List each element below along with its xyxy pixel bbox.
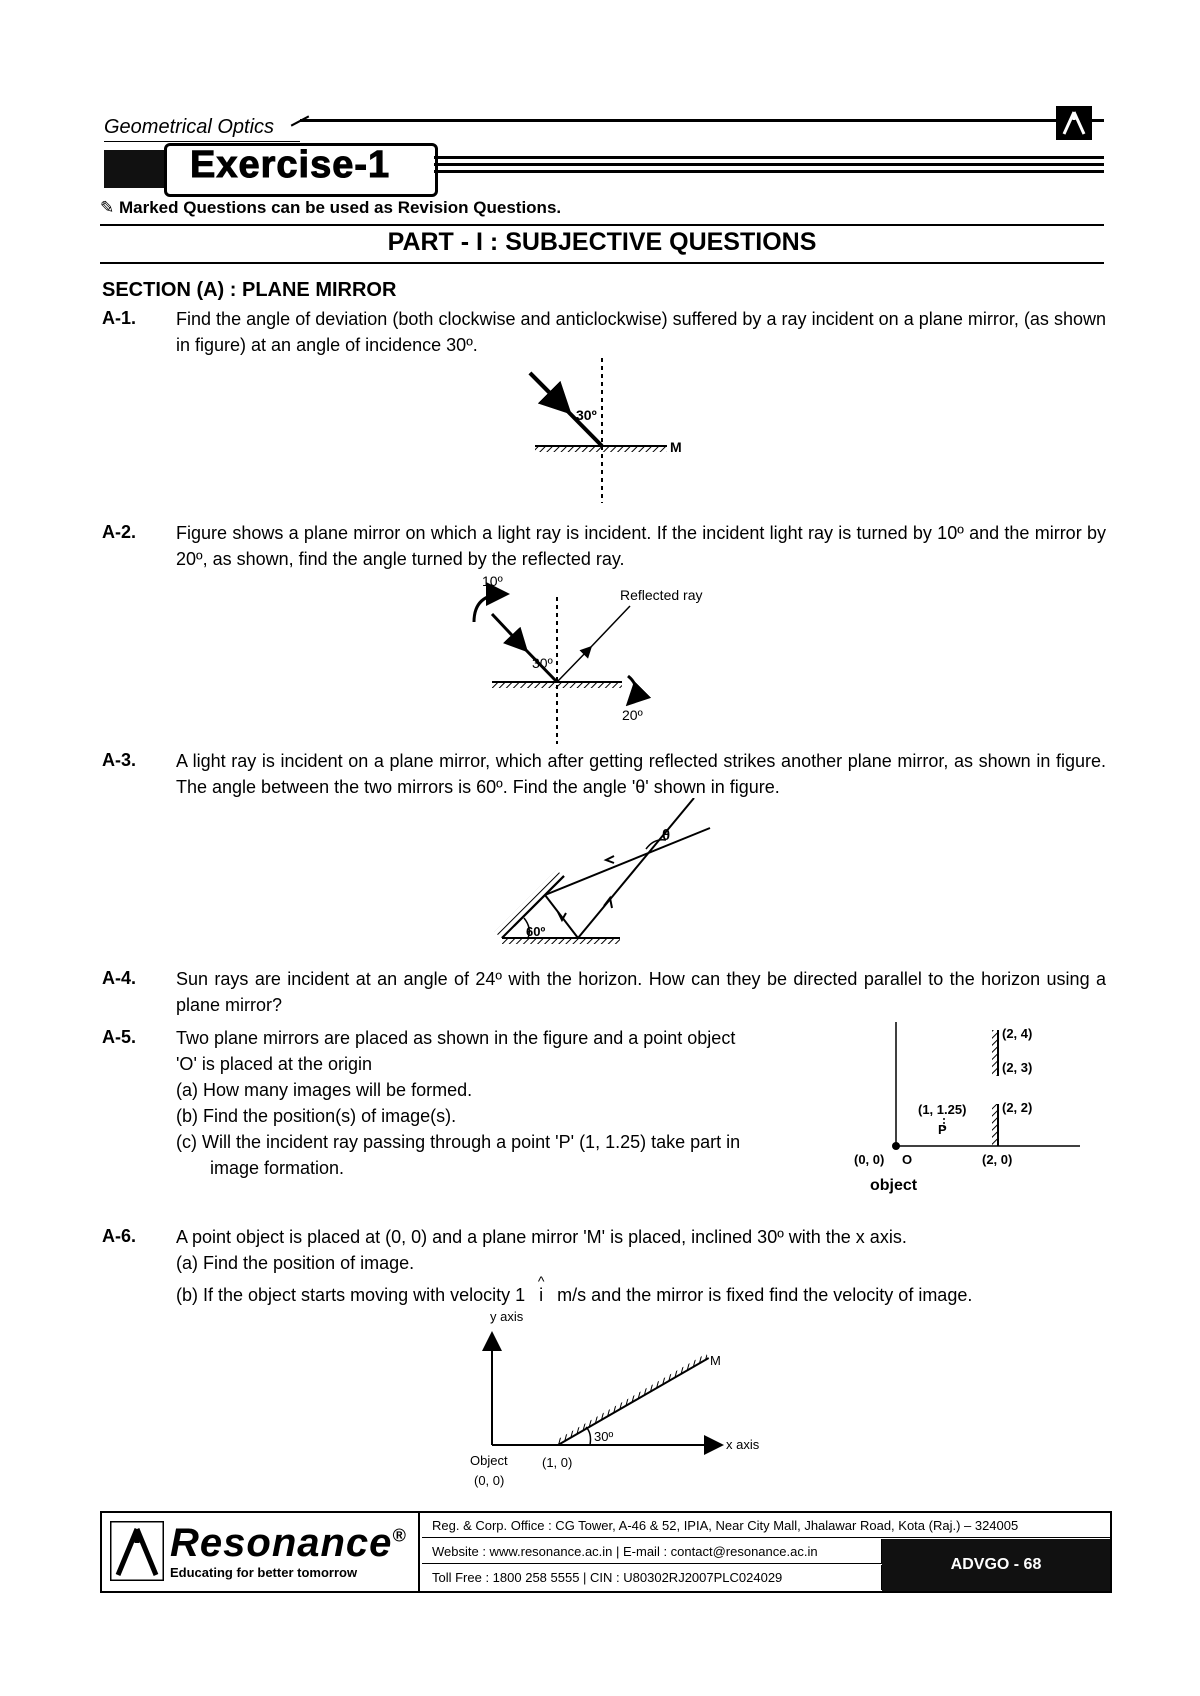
mirror-label: M	[710, 1353, 721, 1368]
footer-logo-block	[102, 1513, 420, 1591]
object-label: Object	[470, 1453, 508, 1468]
figure-a1	[520, 358, 690, 503]
question-text: (c) Will the incident ray passing through a point 'P' (1, 1.25) take part in	[176, 1132, 741, 1152]
angle-label: 30º	[576, 407, 597, 423]
origin-label: (0, 0)	[854, 1152, 885, 1167]
question-text: A light ray is incident on a plane mirror, which after getting reflected strikes another plane mirror, as shown in figure. The angle between the two mirrors is 60º. Find the angle 'θ' shown in figure.	[176, 751, 1106, 797]
header-rule-tail	[1092, 119, 1104, 122]
point-label: (2, 0)	[982, 1152, 1013, 1167]
footer	[100, 1511, 1112, 1593]
brand-tagline: Educating for better tomorrow	[170, 1565, 358, 1580]
x-axis-label: x axis	[726, 1437, 760, 1452]
figure-a5	[852, 1022, 1082, 1198]
figure-a2	[452, 572, 732, 744]
origin-label: (0, 0)	[474, 1473, 505, 1488]
question-number: A-1.	[102, 308, 137, 328]
exercise-title: Exercise-1	[190, 144, 391, 186]
angle-label: 60º	[526, 924, 546, 939]
figure-a3	[492, 798, 722, 956]
point-label: (2, 3)	[1002, 1060, 1033, 1075]
point-label: (2, 4)	[1002, 1026, 1033, 1041]
y-axis-label: y axis	[490, 1309, 524, 1324]
reflected-ray-label: Reflected ray	[620, 587, 703, 603]
question-text: image formation.	[210, 1158, 345, 1178]
question-number: A-2.	[102, 522, 137, 542]
unit-vector: i	[539, 1285, 544, 1305]
question-number: A-6.	[102, 1226, 137, 1246]
office-address: Reg. & Corp. Office : CG Tower, A-46 & 52, IPIA, Near City Mall, Jhalawar Road, Kota (Raj.) – 324005	[422, 1513, 1110, 1538]
question-text: (a) Find the position of image.	[176, 1253, 415, 1273]
subject-title: Geometrical Optics	[104, 116, 275, 138]
toll-free-cin: Toll Free : 1800 258 5555 | CIN : U80302RJ2007PLC024029	[422, 1565, 882, 1590]
ray-turn-label: 10º	[482, 573, 503, 589]
header-rule	[300, 119, 1056, 122]
question-number: A-5.	[102, 1027, 137, 1047]
part-top-rule	[100, 224, 1104, 226]
question-text: (a) How many images will be formed.	[176, 1080, 473, 1100]
point-label: (1, 1.25)	[918, 1102, 967, 1117]
origin-letter: O	[902, 1152, 913, 1167]
question-text: Sun rays are incident at an angle of 24º with the horizon. How can they be directed parallel to the horizon using a plane mirror?	[176, 969, 1106, 1015]
figure-a6	[460, 1305, 770, 1490]
theta-label: θ	[662, 827, 671, 844]
angle-label: 30º	[594, 1429, 614, 1444]
part-bottom-rule	[100, 262, 1104, 264]
question-text: 'O' is placed at the origin	[176, 1054, 372, 1074]
revision-icon: ✎	[100, 198, 115, 217]
point-label: (1, 0)	[542, 1455, 573, 1470]
exercise-lines	[434, 156, 1104, 177]
point-label: P	[938, 1122, 947, 1137]
resonance-logo-icon	[110, 1521, 164, 1581]
question-number: A-3.	[102, 750, 137, 770]
point-label: (2, 2)	[1002, 1100, 1033, 1115]
object-label: object	[870, 1177, 918, 1194]
angle-label: 30º	[532, 655, 553, 671]
exercise-bar	[104, 150, 164, 188]
question-text: (b) If the object starts moving with velocity 1 ^ i m/s and the mirror is fixed find the velocity of image.	[176, 1282, 972, 1308]
question-text: Figure shows a plane mirror on which a light ray is incident. If the incident light ray is turned by 10º and the mirror by 20º, as shown, find the angle turned by the reflected ray.	[176, 523, 1106, 569]
mirror-label: M	[670, 439, 682, 455]
part-title: PART - I : SUBJECTIVE QUESTIONS	[387, 228, 817, 256]
brand-name: Resonance®	[170, 1521, 407, 1565]
page-code: ADVGO - 68	[882, 1539, 1110, 1591]
question-text: Two plane mirrors are placed as shown in the figure and a point object	[176, 1028, 736, 1048]
question-text: Find the angle of deviation (both clockwise and anticlockwise) suffered by a ray incident on a plane mirror, (as shown in figure) at an angle of incidence 30º.	[176, 309, 1106, 355]
marked-note: ✎ Marked Questions can be used as Revision Questions.	[100, 198, 562, 217]
question-text: (b) Find the position(s) of image(s).	[176, 1106, 457, 1126]
mirror-turn-label: 20º	[622, 707, 643, 723]
website-email: Website : www.resonance.ac.in | E-mail : contact@resonance.ac.in	[422, 1539, 882, 1564]
resonance-logo-icon	[1056, 106, 1092, 140]
question-number: A-4.	[102, 968, 137, 988]
unit-vector-hat: ^	[537, 1273, 545, 1289]
section-title: SECTION (A) : PLANE MIRROR	[102, 279, 397, 301]
question-text: A point object is placed at (0, 0) and a plane mirror 'M' is placed, inclined 30º with the x axis.	[176, 1227, 907, 1247]
subject-underline	[104, 141, 300, 142]
